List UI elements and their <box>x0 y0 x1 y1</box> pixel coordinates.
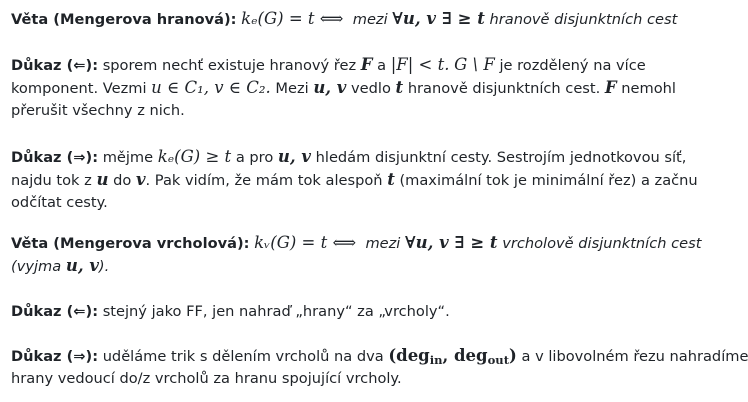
math-uv: u, v <box>313 78 347 97</box>
proof-text: do <box>113 172 132 189</box>
proof-text: odčítat cesty. <box>11 194 108 211</box>
proof-text: Mezi <box>275 80 309 97</box>
proof-text: (maximální tok je minimální řez) a začnu <box>399 172 698 189</box>
theorem-vertex-close: ). <box>98 258 110 275</box>
theorem-vertex-except: (vyjma <box>11 258 62 275</box>
proof-text: . Pak vidím, že mám tok alespoň <box>145 172 383 189</box>
proof-text: a v libovolném řezu nahradíme <box>521 348 748 365</box>
theorem-vertex-quantifier: ∀u, v ∃ ≥ t <box>405 233 498 252</box>
theorem-edge <box>11 7 711 30</box>
proof-edge-fwd-label: Důkaz (⇒): <box>11 149 99 166</box>
proof-text: nemohl <box>621 80 676 97</box>
proof-text: hranově disjunktních cest. <box>407 80 601 97</box>
proof-text: a <box>377 57 387 74</box>
proof-text: najdu tok z <box>11 172 92 189</box>
math-deg-close: ) <box>509 346 517 365</box>
theorem-edge-tail: hranově disjunktních cest <box>489 11 678 28</box>
proof-vertex-fwd <box>11 344 748 390</box>
math-GF: G \ F <box>454 55 495 74</box>
math-deg-open: (deg <box>388 346 430 365</box>
proof-text: a pro <box>235 149 274 166</box>
math-membership: u ∈ C₁, v ∈ C₂. <box>151 78 271 97</box>
theorem-vertex-mezi: mezi <box>365 235 401 252</box>
theorem-vertex-label: Věta (Mengerova vrcholová): <box>11 235 250 252</box>
proof-text: mějme <box>102 149 154 166</box>
theorem-vertex <box>11 231 711 277</box>
proof-edge-back <box>11 53 711 122</box>
theorem-edge-formula: kₑ(G) = t ⟺ <box>241 9 344 28</box>
proof-vertex-back-label: Důkaz (⇐): <box>11 303 99 320</box>
theorem-edge-quantifier: ∀u, v ∃ ≥ t <box>392 9 485 28</box>
proof-text: je rozdělený na více <box>499 57 646 74</box>
proof-text: hrany vedoucí do/z vrcholů za hranu spojující vrcholy. <box>11 370 402 387</box>
proof-edge-fwd <box>11 145 711 214</box>
math-uv: u, v <box>65 256 99 275</box>
proof-vertex-back <box>11 300 711 323</box>
math-deg <box>388 346 517 365</box>
math-F: F <box>604 78 617 97</box>
math-v: v <box>135 170 146 189</box>
theorem-vertex-formula: kᵥ(G) = t ⟺ <box>254 233 357 252</box>
theorem-edge-mezi: mezi <box>352 11 388 28</box>
proof-text: vedlo <box>351 80 391 97</box>
math-ke: kₑ(G) ≥ t <box>157 147 232 166</box>
math-t: t <box>387 170 395 189</box>
proof-text: přerušit všechny z nich. <box>11 102 185 119</box>
math-F: F <box>360 55 373 74</box>
proof-text: komponent. Vezmi <box>11 80 147 97</box>
math-sub-out: out <box>487 353 510 367</box>
proof-text: stejný jako FF, jen nahraď „hrany“ za „vrcholy“. <box>102 303 450 320</box>
math-t: t <box>395 78 404 97</box>
theorem-edge-label: Věta (Mengerova hranová): <box>11 11 237 28</box>
proof-text: uděláme trik s dělením vrcholů na dva <box>102 348 384 365</box>
proof-vertex-fwd-label: Důkaz (⇒): <box>11 348 99 365</box>
math-sub-in: in <box>429 353 443 367</box>
math-cond: |F| < t. <box>390 55 450 74</box>
theorem-vertex-tail: vrcholově disjunktních cest <box>502 235 702 252</box>
proof-text: sporem nechť existuje hranový řez <box>102 57 357 74</box>
proof-edge-back-label: Důkaz (⇐): <box>11 57 99 74</box>
proof-text: hledám disjunktní cesty. Sestrojím jednotkovou síť, <box>315 149 687 166</box>
math-deg-sep: , deg <box>442 346 488 365</box>
math-u: u <box>96 170 109 189</box>
math-uv: u, v <box>277 147 311 166</box>
